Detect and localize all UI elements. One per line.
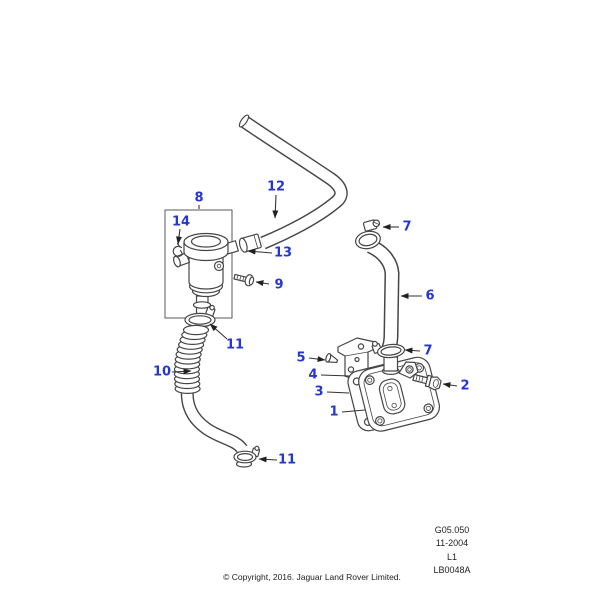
callout-5[interactable] xyxy=(296,351,325,366)
svg-text:3: 3 xyxy=(314,384,324,400)
breather-housing xyxy=(356,355,442,434)
svg-text:14: 14 xyxy=(171,214,191,230)
callout-11[interactable] xyxy=(259,453,296,468)
callout-9[interactable] xyxy=(256,278,284,293)
callout-7[interactable] xyxy=(405,344,433,359)
model-code: L1 xyxy=(446,551,457,562)
copyright-text: © Copyright, 2016. Jaguar Land Rover Limited. xyxy=(223,572,401,582)
breather-hose-upper xyxy=(238,114,341,243)
screw-5 xyxy=(325,353,339,365)
callout-2[interactable] xyxy=(443,379,470,394)
svg-text:1: 1 xyxy=(329,404,339,420)
svg-text:5: 5 xyxy=(296,350,306,366)
callout-11[interactable] xyxy=(210,324,244,353)
svg-text:12: 12 xyxy=(266,179,286,195)
svg-text:6: 6 xyxy=(425,288,435,304)
svg-text:9: 9 xyxy=(274,277,284,293)
callout-7[interactable] xyxy=(383,220,412,235)
svg-text:11: 11 xyxy=(277,452,297,468)
callout-8[interactable] xyxy=(194,191,203,210)
svg-text:10: 10 xyxy=(152,364,172,380)
svg-text:4: 4 xyxy=(308,367,318,383)
screw-9 xyxy=(233,271,255,287)
callout-6[interactable] xyxy=(401,289,435,304)
svg-text:7: 7 xyxy=(402,219,412,235)
svg-text:13: 13 xyxy=(273,245,293,261)
callout-3[interactable] xyxy=(314,385,349,400)
issue-date: 11-2004 xyxy=(435,538,469,549)
image-code: LB0048A xyxy=(433,565,471,576)
svg-text:7: 7 xyxy=(423,343,433,359)
svg-text:11: 11 xyxy=(225,337,245,353)
callout-4[interactable] xyxy=(308,368,350,383)
svg-text:2: 2 xyxy=(460,378,470,394)
breather-hose-lower xyxy=(370,246,392,354)
callout-12[interactable] xyxy=(267,180,285,219)
svg-text:8: 8 xyxy=(194,190,204,206)
drawing-info-block xyxy=(404,524,500,578)
drawing-number: G05.050 xyxy=(434,525,470,535)
